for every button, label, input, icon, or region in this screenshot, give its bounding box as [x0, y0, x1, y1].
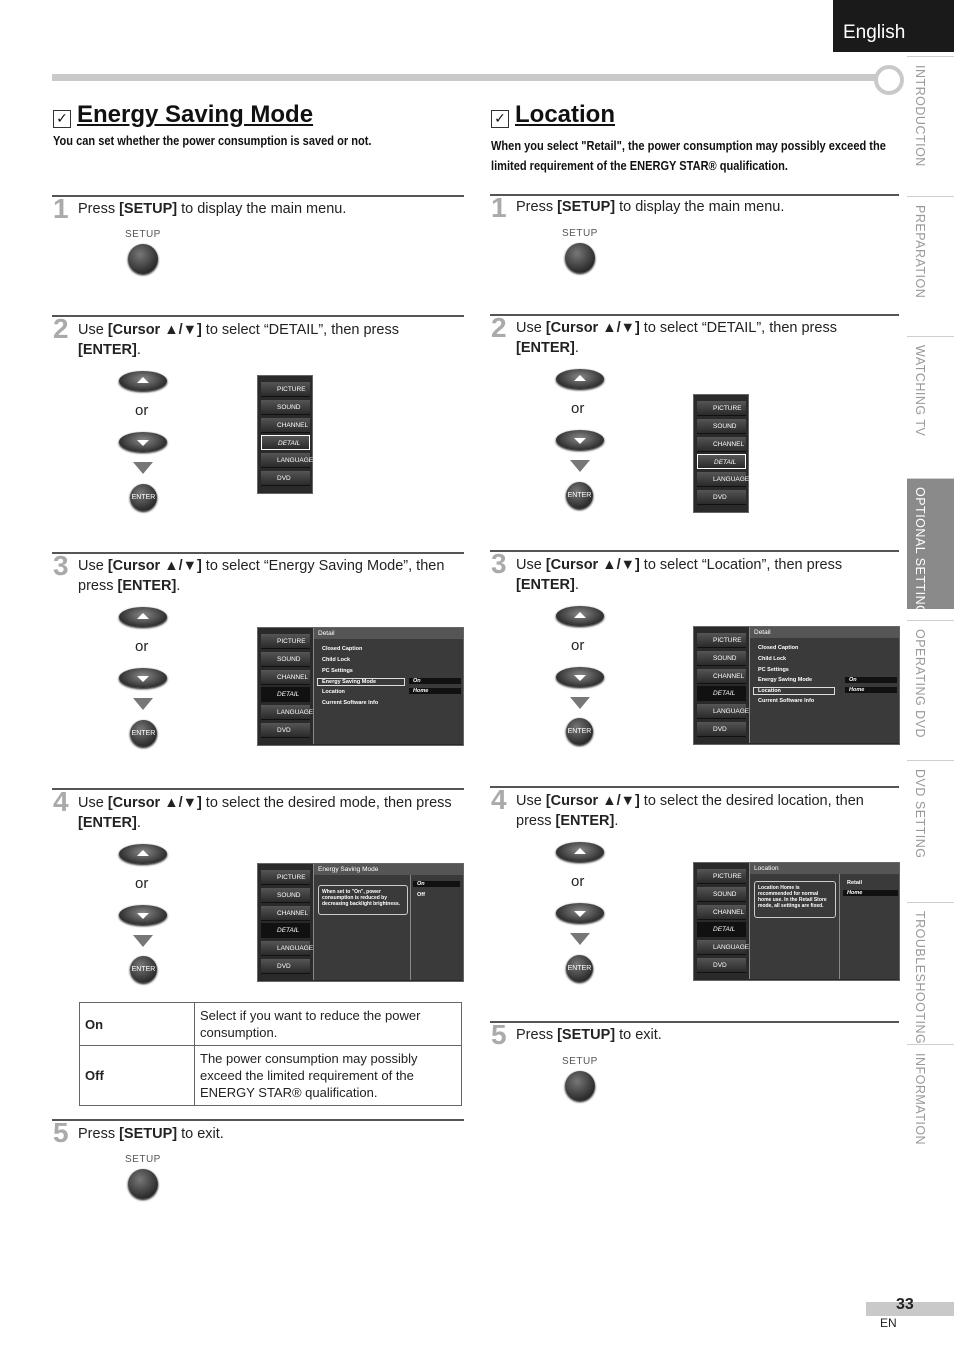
panel-header: Energy Saving Mode [314, 864, 463, 875]
language-tab: English [833, 0, 954, 52]
table-key: On [80, 1003, 195, 1046]
enter-button: ENTER [566, 718, 593, 745]
location-panel [749, 863, 899, 979]
or-label: or [135, 875, 149, 892]
cursor-down-button [556, 903, 604, 923]
step-rule [490, 1021, 899, 1023]
enter-button: ENTER [130, 956, 157, 983]
detail-item: PC Settings [758, 667, 789, 673]
menu-item-dvd: DVD [261, 471, 310, 486]
header-rule [52, 74, 880, 81]
energy-saving-panel [313, 864, 463, 980]
down-arrow-icon [137, 676, 149, 682]
detail-item-selected: Energy Saving Mode [317, 678, 405, 686]
detail-panel [749, 627, 899, 743]
up-arrow-icon [574, 848, 586, 854]
enter-button: ENTER [130, 484, 157, 511]
menu-item-detail: DETAIL [261, 435, 310, 450]
mode-option-on: On [413, 881, 460, 887]
detail-value: On [409, 678, 461, 684]
menu-item-channel: CHANNEL [261, 670, 310, 685]
step-5-text: Press [SETUP] to exit. [78, 1126, 224, 1142]
step-4-text: Use [Cursor ▲/▼] to select the desired location, then press [ENTER]. [516, 793, 864, 829]
detail-value: Home [845, 687, 897, 693]
menu-item-detail: DETAIL [261, 687, 310, 702]
setup-button [128, 1169, 158, 1199]
side-tab-information[interactable] [907, 1044, 954, 1173]
detail-item: Closed Caption [758, 645, 799, 651]
step-2-text: Use [Cursor ▲/▼] to select “DETAIL”, then press [ENTER]. [78, 322, 399, 358]
step-4-text: Use [Cursor ▲/▼] to select the desired mode, then press [ENTER]. [78, 795, 452, 831]
info-box: When set to "On", power consumption is reduced by decreasing backlight brightness. [318, 885, 408, 915]
menu-item-dvd: DVD [261, 723, 310, 738]
menu-item-detail: DETAIL [697, 686, 746, 701]
menu-item-sound: SOUND [697, 887, 746, 902]
checkbox-icon: ✓ [53, 110, 71, 128]
tv-detail-screen [693, 626, 900, 745]
tv-main-menu [257, 375, 313, 494]
step-number: 3 [53, 550, 69, 581]
step-number: 2 [53, 313, 69, 344]
panel-divider [410, 875, 411, 980]
side-tab-label: TROUBLESHOOTING [913, 911, 927, 1045]
enter-button: ENTER [566, 482, 593, 509]
tv-detail-screen [257, 627, 464, 746]
tv-energy-saving-screen [257, 863, 464, 982]
detail-item: Child Lock [758, 656, 787, 662]
info-box: Location Home is recommended for normal home use. In the Retail Store mode, all settings are fixed. [754, 881, 836, 918]
side-tab-introduction[interactable] [907, 56, 954, 185]
tv-location-screen [693, 862, 900, 981]
menu-item-language: LANGUAGE [261, 453, 310, 468]
menu-item-picture: PICTURE [261, 870, 310, 885]
menu-item-picture: PICTURE [697, 633, 746, 648]
tv-main-menu [693, 394, 749, 513]
step-rule [52, 195, 464, 197]
side-tab-label: INFORMATION [913, 1053, 927, 1146]
down-arrow-icon [574, 911, 586, 917]
setup-label: SETUP [562, 1056, 598, 1067]
step-number: 5 [491, 1019, 507, 1050]
detail-panel [313, 628, 463, 744]
menu-item-channel: CHANNEL [261, 418, 310, 433]
step-3-text: Use [Cursor ▲/▼] to select “Location”, then press [ENTER]. [516, 557, 843, 593]
cursor-down-button [556, 667, 604, 687]
flow-arrow-icon [570, 697, 590, 709]
energy-saving-subtitle: You can set whether the power consumption is saved or not. [53, 133, 372, 148]
step-number: 1 [53, 193, 69, 224]
cursor-up-button [119, 607, 167, 627]
detail-item: Location [322, 689, 345, 695]
menu-item-picture: PICTURE [697, 869, 746, 884]
energy-saving-title: ✓ Energy Saving Mode [53, 101, 313, 129]
page-language: EN [880, 1316, 897, 1330]
location-option-retail: Retail [847, 880, 862, 886]
flow-arrow-icon [133, 698, 153, 710]
step-rule [490, 194, 899, 196]
enter-button: ENTER [130, 720, 157, 747]
menu-item-language: LANGUAGE [697, 472, 746, 487]
cursor-down-button [119, 668, 167, 688]
table-row [80, 1046, 462, 1106]
step-rule [490, 550, 899, 552]
cursor-up-button [556, 842, 604, 862]
location-title: ✓ Location [491, 101, 615, 129]
setup-button [565, 243, 595, 273]
detail-item: Child Lock [322, 657, 351, 663]
or-label: or [571, 400, 585, 417]
side-tab-optional-setting[interactable] [907, 478, 954, 616]
menu-item-channel: CHANNEL [697, 437, 746, 452]
setup-label: SETUP [562, 228, 598, 239]
step-number: 4 [491, 784, 507, 815]
menu-item-language: LANGUAGE [697, 940, 746, 955]
up-arrow-icon [137, 850, 149, 856]
down-arrow-icon [574, 438, 586, 444]
menu-item-sound: SOUND [697, 651, 746, 666]
flow-arrow-icon [570, 933, 590, 945]
side-tab-label: WATCHING TV [913, 345, 927, 437]
menu-item-detail: DETAIL [697, 922, 746, 937]
location-subtitle: When you select "Retail", the power consumption may possibly exceed the limited requirement of the ENERGY STAR® qualification. [491, 138, 886, 173]
panel-divider [839, 874, 840, 979]
table-key: Off [80, 1046, 195, 1106]
side-tab-operating-dvd[interactable] [907, 620, 954, 749]
cursor-up-button [119, 371, 167, 391]
or-label: or [571, 637, 585, 654]
side-tab-label: INTRODUCTION [913, 65, 927, 167]
or-label: or [135, 402, 149, 419]
side-tab-label: OPTIONAL SETTING [913, 487, 927, 616]
detail-item: Current Software Info [758, 698, 815, 704]
detail-item: Current Software Info [322, 700, 379, 706]
detail-item: PC Settings [322, 668, 353, 674]
up-arrow-icon [137, 377, 149, 383]
cursor-down-button [556, 430, 604, 450]
menu-item-language: LANGUAGE [261, 941, 310, 956]
side-tab-label: PREPARATION [913, 205, 927, 299]
menu-item-sound: SOUND [261, 652, 310, 667]
table-desc: The power consumption may possibly exceed the limited requirement of the ENERGY STAR® qualification. [195, 1046, 462, 1106]
step-2-text: Use [Cursor ▲/▼] to select “DETAIL”, then press [ENTER]. [516, 320, 837, 356]
side-tab-dvd-setting[interactable] [907, 760, 954, 891]
step-number: 2 [491, 312, 507, 343]
step-number: 5 [53, 1117, 69, 1148]
step-number: 3 [491, 548, 507, 579]
menu-item-sound: SOUND [261, 400, 310, 415]
step-number: 1 [491, 192, 507, 223]
step-number: 4 [53, 786, 69, 817]
down-arrow-icon [137, 440, 149, 446]
menu-item-picture: PICTURE [697, 401, 746, 416]
table-desc: Select if you want to reduce the power consumption. [195, 1003, 462, 1046]
step-1-text: Press [SETUP] to display the main menu. [78, 201, 347, 217]
up-arrow-icon [574, 612, 586, 618]
side-tab-troubleshooting[interactable] [907, 902, 954, 1045]
cursor-up-button [556, 606, 604, 626]
table-row [80, 1003, 462, 1046]
header-circle-ornament [874, 65, 904, 95]
down-arrow-icon [137, 913, 149, 919]
menu-item-detail: DETAIL [697, 454, 746, 469]
menu-item-channel: CHANNEL [697, 669, 746, 684]
step-5-text: Press [SETUP] to exit. [516, 1027, 662, 1043]
setup-label: SETUP [125, 1154, 161, 1165]
menu-item-channel: CHANNEL [261, 906, 310, 921]
step-rule [52, 315, 464, 317]
panel-header: Detail [314, 628, 463, 639]
cursor-down-button [119, 905, 167, 925]
or-label: or [135, 638, 149, 655]
step-rule [52, 788, 464, 790]
cursor-down-button [119, 432, 167, 452]
mode-option-off: Off [417, 892, 425, 898]
mode-table [79, 1002, 462, 1106]
down-arrow-icon [574, 675, 586, 681]
side-tab-watching-tv[interactable] [907, 336, 954, 467]
cursor-up-button [119, 844, 167, 864]
up-arrow-icon [574, 375, 586, 381]
detail-item: Energy Saving Mode [758, 677, 813, 683]
location-option-home: Home [843, 890, 898, 896]
menu-item-dvd: DVD [697, 958, 746, 973]
flow-arrow-icon [570, 460, 590, 472]
detail-item: Closed Caption [322, 646, 363, 652]
setup-label: SETUP [125, 229, 161, 240]
menu-item-language: LANGUAGE [697, 704, 746, 719]
menu-item-sound: SOUND [697, 419, 746, 434]
or-label: or [571, 873, 585, 890]
enter-button: ENTER [566, 955, 593, 982]
menu-item-sound: SOUND [261, 888, 310, 903]
page-number: 33 [896, 1296, 914, 1313]
panel-header: Detail [750, 627, 899, 638]
menu-item-dvd: DVD [261, 959, 310, 974]
checkbox-icon: ✓ [491, 110, 509, 128]
menu-item-channel: CHANNEL [697, 905, 746, 920]
step-rule [490, 786, 899, 788]
side-tab-label: DVD SETTING [913, 769, 927, 859]
menu-item-picture: PICTURE [261, 382, 310, 397]
side-tab-preparation[interactable] [907, 196, 954, 315]
setup-button [565, 1071, 595, 1101]
up-arrow-icon [137, 613, 149, 619]
step-rule [52, 1119, 464, 1121]
menu-item-dvd: DVD [697, 722, 746, 737]
cursor-up-button [556, 369, 604, 389]
step-3-text: Use [Cursor ▲/▼] to select “Energy Saving Mode”, then press [ENTER]. [78, 558, 445, 594]
menu-item-dvd: DVD [697, 490, 746, 505]
menu-item-detail: DETAIL [261, 923, 310, 938]
setup-button [128, 244, 158, 274]
step-rule [52, 552, 464, 554]
panel-header: Location [750, 863, 899, 874]
flow-arrow-icon [133, 935, 153, 947]
menu-item-picture: PICTURE [261, 634, 310, 649]
detail-item-selected: Location [753, 687, 835, 695]
detail-value: Home [409, 688, 461, 694]
step-1-text: Press [SETUP] to display the main menu. [516, 199, 785, 215]
step-rule [490, 314, 899, 316]
menu-item-language: LANGUAGE [261, 705, 310, 720]
flow-arrow-icon [133, 462, 153, 474]
side-tab-label: OPERATING DVD [913, 629, 927, 739]
detail-value: On [845, 677, 897, 683]
